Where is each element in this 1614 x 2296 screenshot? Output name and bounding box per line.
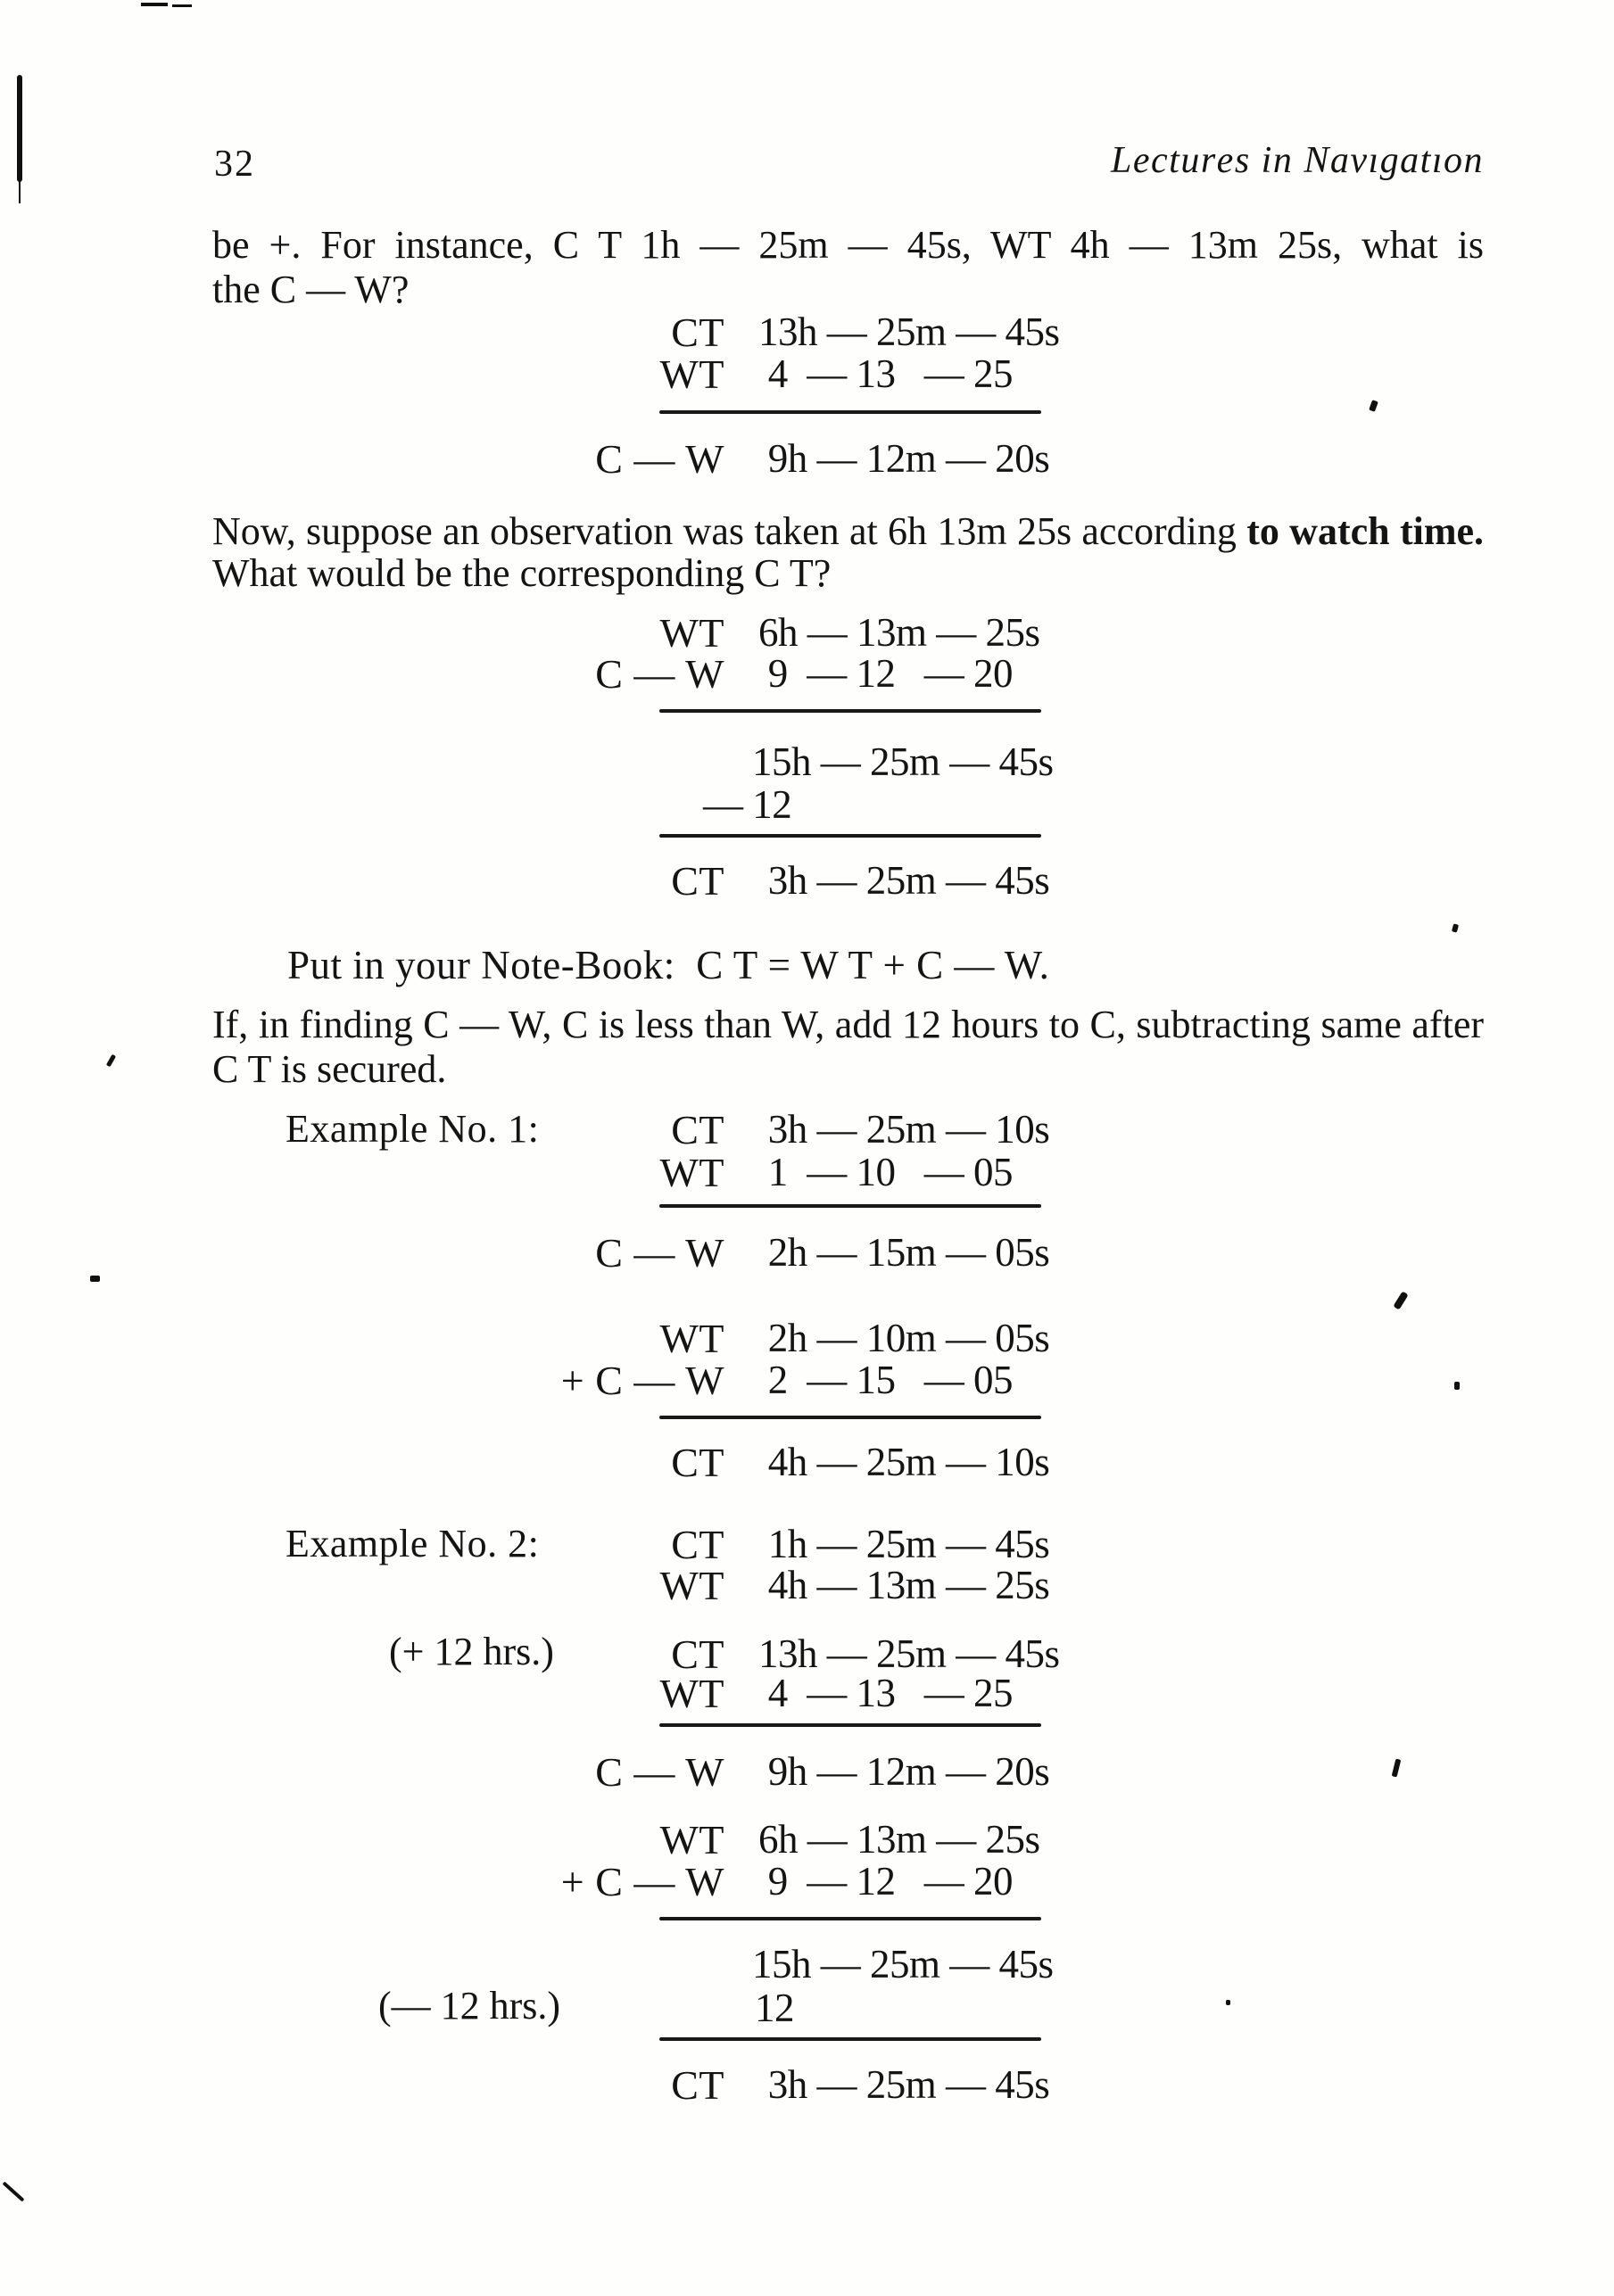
- ink-speck: [1393, 1291, 1408, 1309]
- calc-value: 2h — 10m — 05s: [758, 1316, 1050, 1360]
- calc-result-row: [0, 435, 1115, 480]
- calc-label: C — W: [595, 1749, 724, 1795]
- calc-value: 13h — 25m — 45s: [758, 310, 1060, 354]
- calc-value: 9 — 12 — 20: [758, 1859, 1013, 1904]
- calc-label: CT: [671, 858, 724, 904]
- calc-label: WT: [659, 1150, 724, 1195]
- sum-rule: [659, 1416, 1041, 1419]
- calc-row: [0, 1521, 1115, 1565]
- calc-value: 6h — 13m — 25s: [758, 610, 1040, 655]
- calc-label: + C — W: [560, 1358, 724, 1403]
- calc-value: 1h — 25m — 45s: [758, 1522, 1050, 1566]
- ink-speck: [1392, 1759, 1402, 1778]
- calc-label: CT: [671, 2062, 724, 2108]
- plus-12-hours-label: (+ 12 hrs.): [389, 1630, 554, 1673]
- notebook-formula: Put in your Note-Book: C T = W T + C — W.: [287, 943, 1050, 987]
- calc-value: 3h — 25m — 10s: [758, 1107, 1050, 1152]
- ink-speck: [1452, 923, 1459, 932]
- calc-value: 4 — 13 — 25: [758, 351, 1013, 396]
- paragraph-text-bold: to watch time.: [1246, 509, 1485, 553]
- sum-rule: [659, 709, 1041, 713]
- calc-value: 2h — 15m — 05s: [758, 1230, 1050, 1275]
- ink-speck: [1226, 2000, 1230, 2005]
- calc-row: [0, 1816, 1115, 1861]
- calc-label: CT: [671, 1522, 724, 1567]
- sum-rule: [659, 1723, 1041, 1727]
- ink-streak: [17, 75, 22, 182]
- calc-label: CT: [671, 1631, 724, 1677]
- calc-value: 4h — 25m — 10s: [758, 1440, 1050, 1484]
- paragraph-line: If, in finding C — W, C is less than W, add 12 hours to C, subtracting same after: [212, 1003, 1484, 1046]
- example-2-title: Example No. 2:: [286, 1522, 540, 1565]
- calc-result-row: [0, 1229, 1115, 1274]
- calc-row: [0, 1315, 1115, 1359]
- example-1-title: Example No. 1:: [286, 1107, 540, 1151]
- ink-streak: [19, 177, 21, 203]
- calc-label: WT: [659, 351, 724, 397]
- ink-smudge: [141, 3, 168, 6]
- ink-speck: [1454, 1382, 1460, 1390]
- running-header-title: Lecturеs in Navıgatıon: [1111, 140, 1484, 181]
- calc-value: 4h — 13m — 25s: [758, 1563, 1050, 1607]
- calc-value: 3h — 25m — 45s: [758, 858, 1050, 903]
- calc-row: [0, 650, 1115, 695]
- calc-label: CT: [671, 1440, 724, 1485]
- paragraph-line: [212, 509, 1484, 554]
- calc-row: [0, 1149, 1115, 1193]
- calc-row: [0, 351, 1115, 395]
- sum-rule: [659, 1917, 1041, 1920]
- calc-sum: 15h — 25m — 45s: [752, 739, 1054, 784]
- calc-row: [0, 1858, 1115, 1903]
- calc-row: [0, 1562, 1115, 1606]
- paragraph-text: Now, suppose an observation was taken at 6h 13m 25s according: [212, 509, 1247, 553]
- paragraph-line: the C — W?: [212, 268, 410, 311]
- calc-value: 6h — 13m — 25s: [758, 1817, 1040, 1862]
- page-number: 32: [214, 144, 255, 185]
- calc-row: [0, 1106, 1115, 1151]
- ink-slash: [3, 2181, 25, 2201]
- calc-value: 4 — 13 — 25: [758, 1671, 1013, 1715]
- calc-label: WT: [659, 1671, 724, 1716]
- calc-value: 9h — 12m — 20s: [758, 1749, 1050, 1794]
- calc-value: 2 — 15 — 05: [758, 1358, 1013, 1402]
- calc-row: [0, 1631, 1115, 1675]
- calc-value: 9 — 12 — 20: [758, 651, 1013, 696]
- calc-row: [0, 609, 1115, 654]
- calc-carry: 12: [755, 1986, 794, 2030]
- calc-result-row: [0, 857, 1115, 902]
- sum-rule: [659, 1204, 1041, 1208]
- calc-label: C — W: [595, 436, 724, 482]
- calc-result-row: [0, 1439, 1115, 1483]
- calc-value: 13h — 25m — 45s: [758, 1631, 1060, 1676]
- paragraph-line: be +. For instance, C T 1h — 25m — 45s, WT 4h — 13m 25s, what is: [212, 223, 1484, 267]
- sum-rule: [659, 834, 1041, 838]
- minus-12-hours-label: (— 12 hrs.): [378, 1984, 561, 2028]
- ink-speck: [1369, 400, 1378, 412]
- calc-label: C — W: [595, 651, 724, 697]
- calc-value: 9h — 12m — 20s: [758, 436, 1050, 481]
- calc-label: WT: [659, 1316, 724, 1361]
- ink-speck: [106, 1054, 116, 1068]
- ink-smudge: [172, 4, 192, 7]
- paragraph-line: C T is secured.: [212, 1047, 447, 1091]
- calc-result-row: [0, 2061, 1115, 2106]
- calc-row: [0, 1357, 1115, 1401]
- sum-rule: [659, 2037, 1041, 2041]
- calc-value: 3h — 25m — 45s: [758, 2062, 1050, 2107]
- calc-result-row: [0, 1748, 1115, 1793]
- calc-sum: 15h — 25m — 45s: [752, 1942, 1054, 1986]
- calc-label: WT: [659, 1563, 724, 1608]
- calc-label: + C — W: [560, 1859, 724, 1904]
- calc-label: CT: [671, 310, 724, 355]
- calc-label: WT: [659, 610, 724, 656]
- calc-carry: — 12: [703, 782, 792, 827]
- calc-value: 1 — 10 — 05: [758, 1150, 1013, 1194]
- calc-label: CT: [671, 1107, 724, 1152]
- calc-row: [0, 309, 1115, 353]
- ink-speck: [90, 1276, 100, 1282]
- sum-rule: [659, 410, 1041, 414]
- calc-label: C — W: [595, 1230, 724, 1276]
- paragraph-line: What would be the corresponding C T?: [212, 551, 832, 595]
- calc-label: WT: [659, 1817, 724, 1862]
- calc-row: [0, 1670, 1115, 1714]
